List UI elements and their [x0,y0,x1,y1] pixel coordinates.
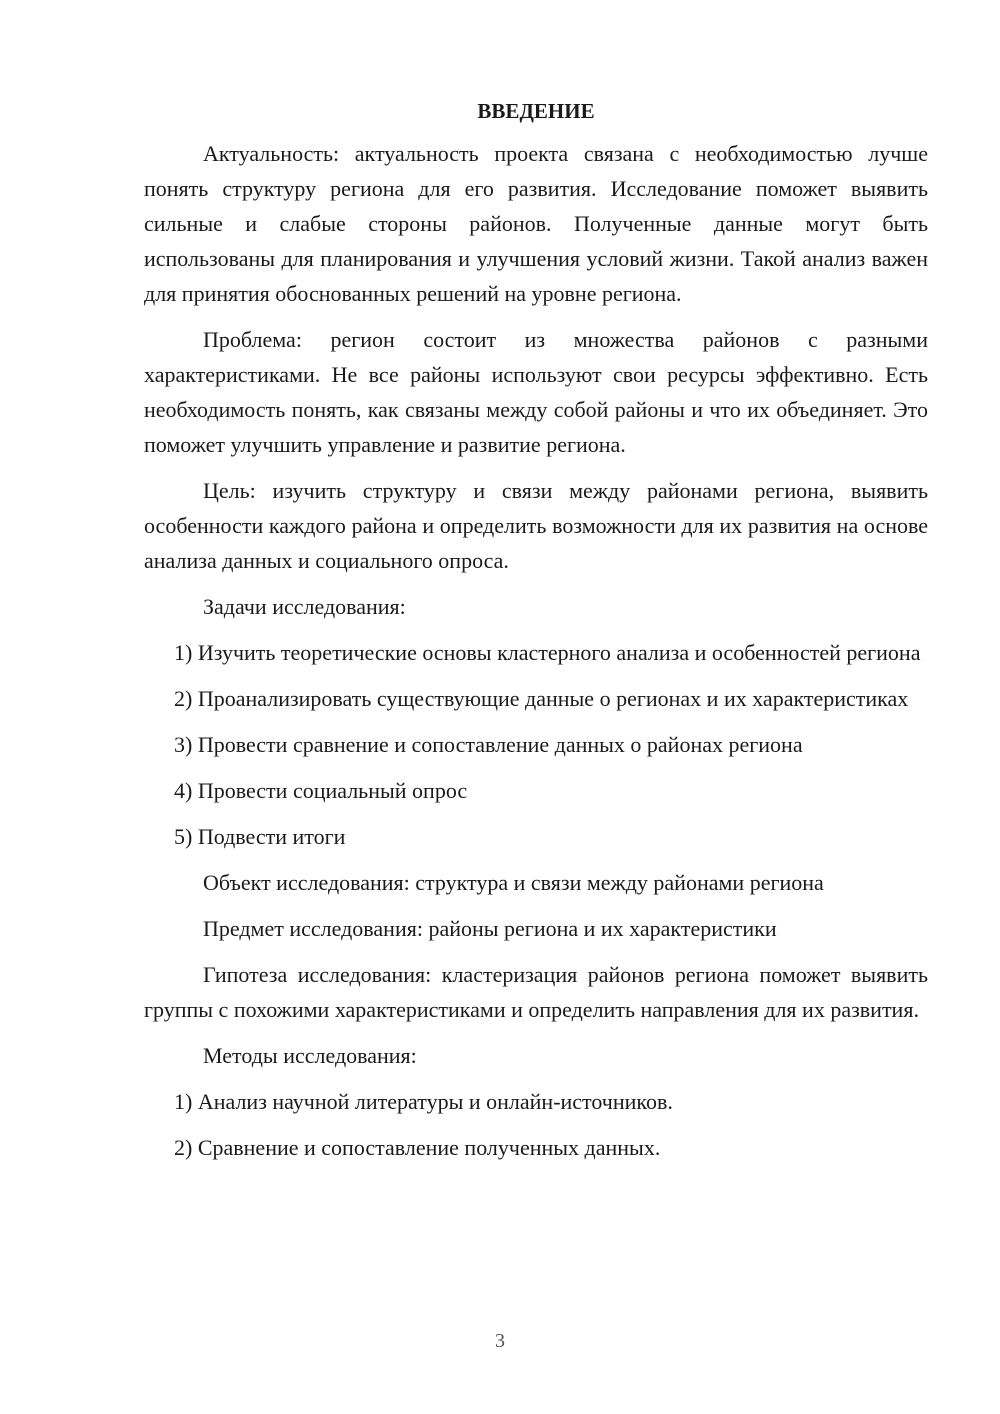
task-item-5: 5) Подвести итоги [174,824,346,849]
paragraph-relevance: Актуальность: актуальность проекта связана с необходимостью лучше понять структуру региона для его развития. Исследование поможет выявить сильные и слабые стороны районов. Полученные данные могут быть использованы для планирования и улучшения условий жизни. Такой анализ важен для принятия обоснованных решений на уровне региона. [144,141,928,306]
paragraph-hypothesis: Гипотеза исследования: кластеризация районов региона поможет выявить группы с похожими характеристиками и определить направления для их развития. [144,962,928,1022]
task-item-3: 3) Провести сравнение и сопоставление данных о районах региона [174,732,803,757]
page-title: ВВЕДЕНИЕ [477,99,595,123]
paragraph-goal: Цель: изучить структуру и связи между районами региона, выявить особенности каждого района и определить возможности для их развития на основе анализа данных и социального опроса. [144,478,928,573]
document-page [144,96,928,1176]
methods-heading: Методы исследования: [203,1043,417,1068]
task-item-4: 4) Провести социальный опрос [174,778,468,803]
task-item-1: 1) Изучить теоретические основы кластерного анализа и особенностей региона [174,640,921,665]
task-item-2: 2) Проанализировать существующие данные о регионах и их характеристиках [174,686,909,711]
method-item-1: 1) Анализ научной литературы и онлайн-источников. [174,1089,673,1114]
paragraph-problem: Проблема: регион состоит из множества районов с разными характеристиками. Не все районы используют свои ресурсы эффективно. Есть необходимость понять, как связаны между собой районы и что их объединяет. Это поможет улучшить управление и развитие региона. [144,327,928,457]
page-number: 3 [495,1330,505,1352]
tasks-heading: Задачи исследования: [203,594,406,619]
paragraph-subject: Предмет исследования: районы региона и их характеристики [203,916,777,941]
paragraph-object: Объект исследования: структура и связи между районами региона [203,870,824,895]
method-item-2: 2) Сравнение и сопоставление полученных данных. [174,1135,661,1160]
